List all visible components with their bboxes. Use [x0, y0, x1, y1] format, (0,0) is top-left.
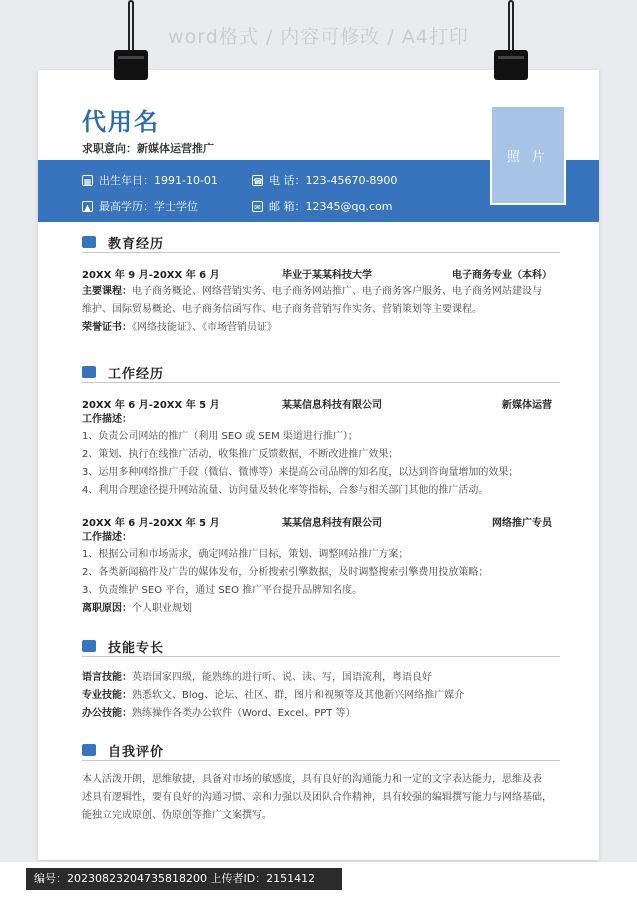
- work-header: 工作经历: [82, 362, 560, 383]
- self-header: 自我评价: [82, 740, 560, 761]
- skill-professional: 专业技能：熟悉软文、Blog、论坛、社区、群，图片和视频等及其他新兴网络推广媒介: [82, 690, 465, 701]
- self-line-3: 能独立完成原创、伪原创等推广文案撰写。: [82, 810, 272, 821]
- pencil-icon: [82, 640, 96, 652]
- document-icon: [82, 744, 96, 756]
- skill-office: 办公技能：熟练操作各类办公软件（Word、Excel、PPT 等）: [82, 708, 356, 719]
- mail-icon: ✉: [252, 201, 263, 212]
- footer-id-text: 编号：20230823204735818200 上传者ID：2151412: [26, 868, 342, 890]
- footer-bar: [0, 862, 637, 900]
- job-2-item-3: 3、负责维护 SEO 平台，通过 SEO 推广平台提升品牌知名度。: [82, 585, 363, 596]
- phone-icon: ☎: [253, 176, 263, 186]
- binder-clip-right: [492, 0, 530, 90]
- education-header: 教育经历: [82, 232, 560, 253]
- job-1-item-3: 3、运用多种网络推广手段（微信、微博等）来提高公司品牌的知名度，以达到咨询量增加的效果；: [82, 467, 519, 478]
- job-1-desc-label: 工作描述：: [82, 414, 132, 425]
- graduation-cap-icon: [82, 236, 96, 248]
- job-2-leave: 离职原因：个人职业规划: [82, 603, 192, 614]
- top-caption: word格式 / 内容可修改 / A4打印: [168, 26, 469, 48]
- info-email: ✉ 邮 箱：12345@qq.com: [252, 198, 392, 214]
- self-line-1: 本人活泼开朗，思维敏捷，具备对市场的敏感度，具有良好的沟通能力和一定的文字表达能力，思维及表: [82, 774, 542, 785]
- courses-line-1: 主要课程：电子商务概论、网络营销实务、电子商务网站推广、电子商务客户服务、电子商务网站建设与: [82, 286, 542, 297]
- graduation-icon: ▲: [82, 201, 93, 212]
- info-phone: ☎ 电 话：123-45670-8900: [253, 174, 398, 187]
- job-1-item-2: 2、策划、执行在线推广活动，收集推广反馈数据，不断改进推广效果；: [82, 449, 399, 460]
- job-1-item-1: 1、负责公司网站的推广（利用 SEO 或 SEM 渠道进行推广）；: [82, 431, 358, 442]
- job-intent: 求职意向：新媒体运营推广: [82, 142, 214, 155]
- calendar-icon: ▦: [83, 176, 92, 186]
- honor-line: 荣誉证书：《网络技能证》、《市场营销员证》: [82, 322, 277, 333]
- info-birth: ▦ 出生年日：1991-10-01: [83, 174, 218, 187]
- binder-clip-left: [112, 0, 150, 90]
- resume-page: 代用名 求职意向：新媒体运营推广 ▦ 出生年日：1991-10-01 ☎ 电 话：123-45670-8900 ▲ 最高学历：学士学位 ✉ 邮 箱：12345@qq.com 照 片 教育经历 20XX 年 9 月-20XX 年 6 月 毕业于某某科技大学 电子商务专业（本科） 主要课程：电子商务概论、网络营销实务、电子商务网站推广、电子商务客户服务、电子商务网站建设与 维护、国际贸易概论、电子商务信函写作、电子商务营销写作实务、营销策划等主要课程。 荣誉证书：《网络技能证》、《市场营销员证》 工作经历 20XX 年 6 月-20XX 年 5 月 某某信息科技有限公司 新媒体运营 工作描述： 1、负责公司网站的推广（利用 SEO 或 SEM 渠道进行推广）； 2、策划、执行在线推广活动，收集推广反馈数据，不断改进推广效果； 3、运用多种网络推广手段（微信、微博等）来提高公司品牌的知名度，以达到咨询量增加的效果； 4、利用合理途径提升网站流量、访问量及转化率等指标，合参与相关部门其他的推广活动。 20XX 年 6 月-20XX 年 5 月 某某信息科技有限公司 网络推广专员 工作描述： 1、根据公司和市场需求，确定网站推广目标，策划、调整网站推广方案； 2、各类新闻稿件及广告的媒体发布，分析搜索引擎数据，及时调整搜索引擎费用投放策略； 3、负责维护 SEO 平台，通过 SEO 推广平台提升品牌知名度。 离职原因：个人职业规划 技能专长 语言技能：英语国家四级，能熟练的进行听、说、读、写，国语流利，粤语良好 专业技能：熟悉软文、Blog、论坛、社区、群，图片和视频等及其他新兴网络推广媒介 办公技能：熟练操作各类办公软件（Word、Excel、PPT 等） 自我评价 本人活泼开朗，思维敏捷，具备对市场的敏感度，具有良好的沟通能力和一定的文字表达能力，思维及表 述具有逻辑性，要有良好的沟通习惯、亲和力强以及团队合作精神，具有较强的编辑撰写能力与网络基础， 能独立完成原创、伪原创等推广文案撰写。: [38, 70, 599, 860]
- job-2-desc-label: 工作描述：: [82, 532, 132, 543]
- skill-language: 语言技能：英语国家四级，能熟练的进行听、说、读、写，国语流利，粤语良好: [82, 672, 432, 683]
- job-2-item-2: 2、各类新闻稿件及广告的媒体发布，分析搜索引擎数据，及时调整搜索引擎费用投放策略；: [82, 567, 489, 578]
- job-2-item-1: 1、根据公司和市场需求，确定网站推广目标，策划、调整网站推广方案；: [82, 549, 409, 560]
- info-degree: ▲ 最高学历：学士学位: [82, 198, 198, 214]
- self-line-2: 述具有逻辑性，要有良好的沟通习惯、亲和力强以及团队合作精神，具有较强的编辑撰写能力与网络基础，: [82, 792, 552, 803]
- job-1-item-4: 4、利用合理途径提升网站流量、访问量及转化率等指标，合参与相关部门其他的推广活动。: [82, 485, 489, 496]
- skills-header: 技能专长: [82, 636, 560, 657]
- photo-placeholder: 照 片: [490, 105, 566, 205]
- candidate-name: 代用名: [82, 108, 160, 136]
- courses-line-2: 维护、国际贸易概论、电子商务信函写作、电子商务营销写作实务、营销策划等主要课程。: [82, 304, 482, 315]
- briefcase-icon: [82, 366, 96, 378]
